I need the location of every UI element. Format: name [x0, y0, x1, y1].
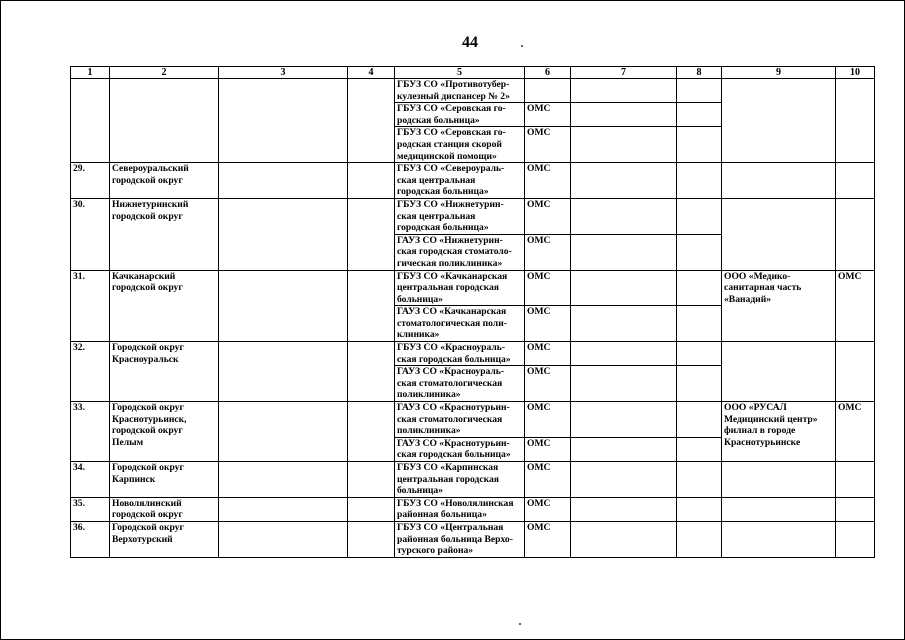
cell-col4: [348, 163, 395, 199]
cell-partner-org: [722, 163, 836, 199]
cell-organization: ГАУЗ СО «Краснотурьин- ская стоматологическая поликлиника»: [395, 402, 525, 438]
cell-funding: ОМС: [525, 462, 571, 498]
table-row: [71, 497, 875, 521]
cell-funding: ОМС: [525, 103, 571, 127]
cell-col8: [677, 402, 722, 438]
cell-col8: [677, 366, 722, 402]
cell-organization: ГБУЗ СО «Противотубер- кулезный диспансер № 2»: [395, 79, 525, 103]
cell-col7: [571, 103, 677, 127]
cell-col7: [571, 462, 677, 498]
cell-col7: [571, 402, 677, 438]
cell-col7: [571, 270, 677, 306]
cell-partner-org: [722, 198, 836, 270]
column-header: 6: [525, 67, 571, 79]
cell-municipality: Качканарский городской округ: [110, 270, 219, 342]
page-number: 44: [462, 34, 478, 51]
cell-col7: [571, 198, 677, 234]
cell-partner-funding: [836, 521, 875, 557]
cell-col8: [677, 163, 722, 199]
table-row: [71, 79, 875, 103]
cell-col4: [348, 79, 395, 163]
cell-organization: ГБУЗ СО «Красноураль- ская городская больница»: [395, 342, 525, 366]
cell-number: 34.: [71, 462, 110, 498]
cell-number: 30.: [71, 198, 110, 270]
cell-organization: ГБУЗ СО «Качканарская центральная городская больница»: [395, 270, 525, 306]
column-header: 4: [348, 67, 395, 79]
cell-col8: [677, 198, 722, 234]
table-body: [71, 79, 875, 558]
cell-col4: [348, 462, 395, 498]
column-header: 7: [571, 67, 677, 79]
column-header: 5: [395, 67, 525, 79]
cell-number: 35.: [71, 497, 110, 521]
column-header: 8: [677, 67, 722, 79]
column-header: 1: [71, 67, 110, 79]
cell-col8: [677, 103, 722, 127]
cell-col3: [219, 497, 348, 521]
cell-col4: [348, 270, 395, 342]
cell-number: 31.: [71, 270, 110, 342]
cell-municipality: Городской округ Красноуральск: [110, 342, 219, 402]
cell-col7: [571, 79, 677, 103]
table-row: [71, 342, 875, 366]
cell-number: 29.: [71, 163, 110, 199]
table-row: [71, 462, 875, 498]
cell-col3: [219, 342, 348, 402]
table-row: [71, 402, 875, 438]
cell-col3: [219, 79, 348, 163]
cell-organization: ГБУЗ СО «Новолялинская районная больница»: [395, 497, 525, 521]
cell-funding: ОМС: [525, 497, 571, 521]
cell-col3: [219, 521, 348, 557]
cell-number: [71, 79, 110, 163]
cell-partner-org: [722, 79, 836, 163]
cell-partner-funding: [836, 79, 875, 163]
cell-col3: [219, 402, 348, 462]
cell-organization: ГБУЗ СО «Карпинская центральная городская больница»: [395, 462, 525, 498]
cell-funding: ОМС: [525, 163, 571, 199]
cell-col7: [571, 127, 677, 163]
table-row: [71, 198, 875, 234]
cell-col8: [677, 342, 722, 366]
cell-municipality: Городской округ Карпинск: [110, 462, 219, 498]
cell-organization: ГБУЗ СО «Серовская го- родская станция скорой медицинской помощи»: [395, 127, 525, 163]
cell-funding: ОМС: [525, 306, 571, 342]
cell-organization: ГАУЗ СО «Краснотурьин- ская городская больница»: [395, 437, 525, 461]
scan-speck: [519, 623, 521, 625]
cell-col8: [677, 462, 722, 498]
cell-col3: [219, 163, 348, 199]
cell-col4: [348, 521, 395, 557]
cell-partner-funding: ОМС: [836, 270, 875, 342]
cell-organization: ГАУЗ СО «Красноураль- ская стоматологическая поликлиника»: [395, 366, 525, 402]
cell-partner-org: [722, 462, 836, 498]
cell-partner-org: [722, 342, 836, 402]
cell-partner-org: [722, 521, 836, 557]
cell-col3: [219, 198, 348, 270]
cell-number: 36.: [71, 521, 110, 557]
column-header: 3: [219, 67, 348, 79]
cell-col7: [571, 163, 677, 199]
table-row: [71, 521, 875, 557]
cell-organization: ГБУЗ СО «Серовская го- родская больница»: [395, 103, 525, 127]
cell-partner-funding: [836, 342, 875, 402]
cell-organization: ГБУЗ СО «Центральная районная больница Верхо- турского района»: [395, 521, 525, 557]
cell-funding: ОМС: [525, 402, 571, 438]
cell-col7: [571, 521, 677, 557]
cell-funding: ОМС: [525, 198, 571, 234]
cell-municipality: Североуральский городской округ: [110, 163, 219, 199]
cell-funding: ОМС: [525, 234, 571, 270]
table-row: [71, 270, 875, 306]
cell-col7: [571, 497, 677, 521]
cell-municipality: Городской округ Верхотурский: [110, 521, 219, 557]
cell-col8: [677, 306, 722, 342]
cell-col4: [348, 198, 395, 270]
cell-col7: [571, 342, 677, 366]
cell-funding: [525, 79, 571, 103]
cell-number: 33.: [71, 402, 110, 462]
cell-col4: [348, 402, 395, 462]
cell-organization: ГБУЗ СО «Нижнетурин- ская центральная городская больница»: [395, 198, 525, 234]
cell-organization: ГБУЗ СО «Североураль- ская центральная городская больница»: [395, 163, 525, 199]
column-header: 2: [110, 67, 219, 79]
cell-funding: ОМС: [525, 342, 571, 366]
cell-col8: [677, 521, 722, 557]
cell-col4: [348, 342, 395, 402]
column-header: 10: [836, 67, 875, 79]
cell-partner-org: ООО «Медико- санитарная часть «Ванадий»: [722, 270, 836, 342]
cell-col4: [348, 497, 395, 521]
cell-col8: [677, 79, 722, 103]
cell-funding: ОМС: [525, 521, 571, 557]
cell-col3: [219, 462, 348, 498]
cell-partner-funding: [836, 163, 875, 199]
cell-col8: [677, 437, 722, 461]
registry-table: [70, 66, 875, 558]
cell-municipality: Новолялинский городской округ: [110, 497, 219, 521]
cell-col7: [571, 306, 677, 342]
cell-funding: ОМС: [525, 270, 571, 306]
cell-funding: ОМС: [525, 127, 571, 163]
cell-partner-funding: ОМС: [836, 402, 875, 462]
cell-col8: [677, 270, 722, 306]
cell-municipality: Городской округ Краснотурьинск, городской округ Пелым: [110, 402, 219, 462]
table-row: [71, 163, 875, 199]
cell-municipality: Нижнетуринский городской округ: [110, 198, 219, 270]
cell-partner-funding: [836, 462, 875, 498]
cell-municipality: [110, 79, 219, 163]
cell-organization: ГАУЗ СО «Нижнетурин- ская городская стоматоло- гическая поликлиника»: [395, 234, 525, 270]
cell-col3: [219, 270, 348, 342]
cell-partner-funding: [836, 497, 875, 521]
cell-partner-funding: [836, 198, 875, 270]
cell-col7: [571, 437, 677, 461]
header-row: [71, 67, 875, 79]
cell-col7: [571, 234, 677, 270]
cell-col8: [677, 234, 722, 270]
cell-partner-org: ООО «РУСАЛ Медицинский центр» филиал в городе Краснотурьинске: [722, 402, 836, 462]
column-header: 9: [722, 67, 836, 79]
cell-funding: ОМС: [525, 437, 571, 461]
cell-partner-org: [722, 497, 836, 521]
cell-number: 32.: [71, 342, 110, 402]
cell-col8: [677, 497, 722, 521]
cell-col7: [571, 366, 677, 402]
cell-organization: ГАУЗ СО «Качканарская стоматологическая поли- клиника»: [395, 306, 525, 342]
scan-speck: [521, 45, 523, 47]
cell-funding: ОМС: [525, 366, 571, 402]
cell-col8: [677, 127, 722, 163]
